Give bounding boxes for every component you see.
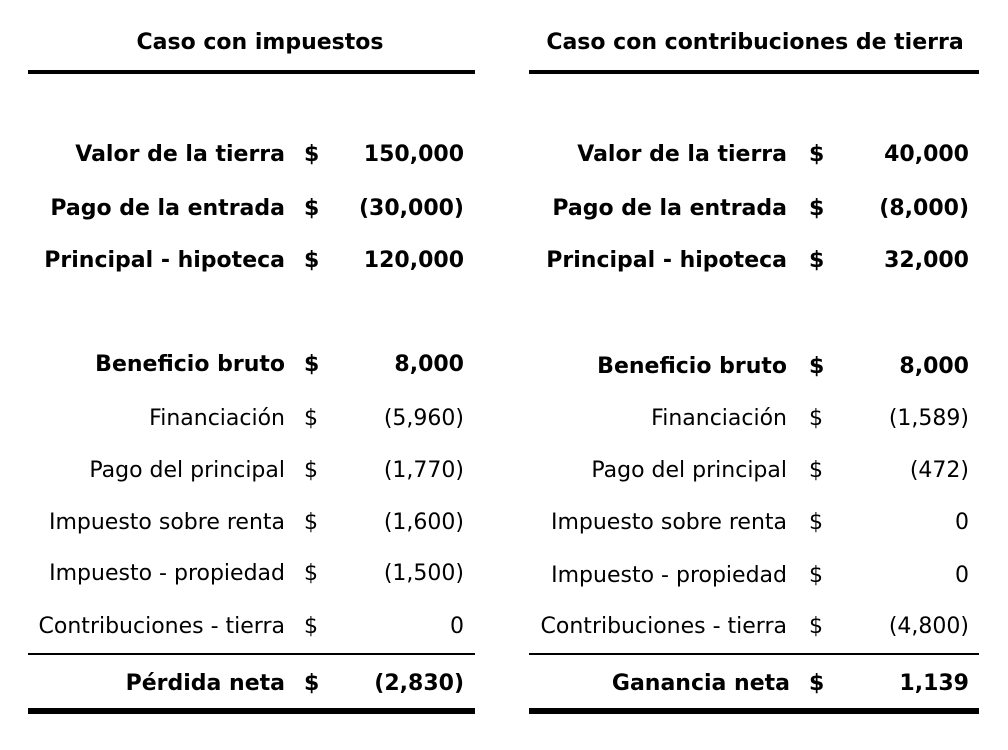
left-row-mortgage-principal (10, 248, 480, 278)
left-row-income-tax (10, 510, 480, 540)
row-currency: $ (809, 354, 825, 379)
left-row-land-contributions (10, 614, 480, 644)
left-subtotal-rule (28, 653, 475, 655)
right-row-income-tax (515, 510, 985, 540)
row-currency: $ (809, 142, 825, 167)
row-label: Beneficio bruto (95, 352, 285, 377)
right-row-financing (515, 406, 985, 436)
row-currency: $ (304, 561, 318, 586)
row-value: 8,000 (899, 354, 969, 379)
left-title-rule (28, 70, 475, 74)
left-panel (10, 0, 480, 750)
row-label: Impuesto sobre renta (48, 510, 285, 535)
right-row-land-contributions (515, 614, 985, 644)
left-row-down-payment (10, 196, 480, 226)
row-value: 150,000 (363, 142, 464, 167)
row-currency: $ (809, 510, 823, 535)
left-title: Caso con impuestos (136, 30, 384, 55)
right-title: Caso con contribuciones de tierra (546, 30, 964, 55)
left-row-financing (10, 406, 480, 436)
row-value: 8,000 (394, 352, 464, 377)
row-value: (30,000) (358, 196, 464, 221)
row-value: 0 (450, 614, 464, 639)
row-label: Pago de la entrada (50, 196, 285, 221)
row-value: (4,800) (888, 614, 969, 639)
row-label: Financiación (149, 406, 285, 431)
row-label: Contribuciones - tierra (38, 614, 285, 639)
left-row-net-loss (10, 671, 480, 701)
row-value: 1,139 (899, 671, 969, 696)
row-label: Pago del principal (591, 458, 787, 483)
left-row-principal-payment (10, 458, 480, 488)
row-currency: $ (809, 196, 825, 221)
row-value: 0 (955, 510, 969, 535)
right-row-net-gain (515, 671, 985, 701)
right-total-rule (529, 708, 979, 714)
row-currency: $ (304, 248, 320, 273)
right-row-gross-profit (515, 354, 985, 384)
row-value: (1,589) (888, 406, 969, 431)
row-label: Principal - hipoteca (44, 248, 285, 273)
row-label: Financiación (651, 406, 787, 431)
row-value: 120,000 (363, 248, 464, 273)
left-row-property-tax (10, 561, 480, 591)
row-currency: $ (304, 196, 320, 221)
right-title-rule (529, 70, 979, 74)
row-label: Valor de la tierra (577, 142, 787, 167)
row-currency: $ (304, 142, 320, 167)
row-currency: $ (809, 458, 823, 483)
row-value: (1,500) (383, 561, 464, 586)
left-row-gross-profit (10, 352, 480, 382)
row-label: Principal - hipoteca (546, 248, 787, 273)
row-value: (5,960) (383, 406, 464, 431)
row-value: 40,000 (884, 142, 969, 167)
row-currency: $ (304, 458, 318, 483)
row-value: 32,000 (884, 248, 969, 273)
left-row-land-value (10, 142, 480, 172)
right-row-down-payment (515, 196, 985, 226)
row-value: 0 (955, 563, 969, 588)
right-panel (515, 0, 985, 750)
row-currency: $ (304, 352, 320, 377)
row-label: Ganancia neta (611, 671, 790, 696)
row-currency: $ (304, 510, 318, 535)
row-currency: $ (809, 248, 825, 273)
right-subtotal-rule (529, 653, 979, 655)
row-label: Pago del principal (89, 458, 285, 483)
row-value: (8,000) (879, 196, 969, 221)
row-currency: $ (809, 406, 823, 431)
row-currency: $ (304, 614, 318, 639)
right-row-mortgage-principal (515, 248, 985, 278)
row-label: Impuesto sobre renta (550, 510, 787, 535)
row-value: (472) (909, 458, 969, 483)
row-label: Impuesto - propiedad (49, 561, 285, 586)
row-value: (1,600) (383, 510, 464, 535)
row-label: Pago de la entrada (552, 196, 787, 221)
row-currency: $ (809, 614, 823, 639)
left-total-rule (28, 708, 475, 714)
row-label: Contribuciones - tierra (540, 614, 787, 639)
row-label: Valor de la tierra (75, 142, 285, 167)
right-row-land-value (515, 142, 985, 172)
row-currency: $ (809, 671, 825, 696)
row-label: Pérdida neta (125, 671, 285, 696)
row-value: (1,770) (383, 458, 464, 483)
row-currency: $ (809, 563, 823, 588)
right-row-property-tax (515, 563, 985, 593)
right-row-principal-payment (515, 458, 985, 488)
row-label: Beneficio bruto (597, 354, 787, 379)
row-value: (2,830) (374, 671, 464, 696)
row-label: Impuesto - propiedad (551, 563, 787, 588)
row-currency: $ (304, 406, 318, 431)
row-currency: $ (304, 671, 320, 696)
